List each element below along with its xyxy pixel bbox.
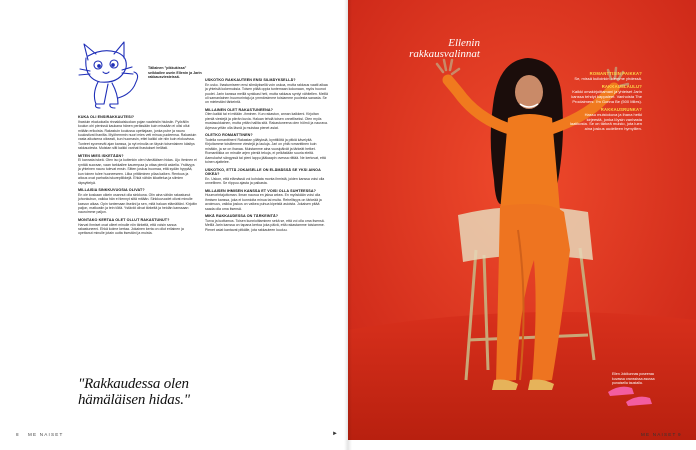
sketch-caption: Tällainen "pikkukissa" seikkailee usein Ellenin ja Jarin rakkausviesteissä. — [148, 66, 202, 80]
answer-paragraph: Harvat ihmiset ovat olleet minulle niin tärkeitä, että voisin sanoa rakastuneeni. Ehkä kolme kertaa. Jokainen kerta on ollut erilainen ja opettanut minulle jotain uutta itsestäni ja muista. — [78, 222, 184, 236]
magazine-name-left: ME NAISET — [28, 432, 64, 437]
sidebar-title: RAKKAUSRUNKA? — [600, 107, 642, 113]
headline-line-1: Ellenin — [448, 37, 480, 49]
question-heading: KUKA OLI ENSIRAKKAUTESI? — [78, 115, 135, 119]
sidebar-title: ROMANTTISIN PAIKKA? — [589, 71, 642, 76]
sidebar-text: Se, missä kulloinkin olemme yhdessä. — [574, 75, 642, 81]
question-heading: MITEN MIES ISKETÄÄN? — [78, 153, 124, 158]
sidebar-favourites — [568, 72, 642, 132]
headline-line-2: rakkausvalinnat — [409, 48, 480, 60]
answer-paragraph: En ole koskaan oikein osannut olla sinkkuna. Olin aina vähän rakastunut johonkuhun, vaikka hän ei tiennyt siitä mitään. Sinkkuvuodet olivat minulle kasvun aikaa. Opin tuntemaan itseäni ja sen, mitä haluan elämältäni. Kirjoitin paljon, matkustin ja tein töitä. Ystävät olivat tärkeitä ja heidän kanssaan nauroimme paljon. — [78, 192, 198, 215]
question-heading: MILLAISIA SINKKUVUOSIA OLIVAT? — [78, 188, 145, 193]
article-column-1 — [78, 115, 198, 236]
question-heading: MILLAINEN OLET RAKASTUNEENA? — [205, 107, 273, 112]
sidebar-text: Hassu muistokuva ja ihana hetki kirjeestä, jonka löysin vanhasta laatikosta. Se on tärkeä muisto, jota luen aina joskus uudelleen hymyillen. — [569, 111, 642, 132]
question-heading: MONTAKO KERTAA OLET OLLUT RAKASTUNUT? — [78, 217, 170, 222]
page-gutter — [344, 0, 352, 450]
question-heading: MILLAISEN IHMISEN KANSSA ET VOISI OLLA SUHTEESSA? — [205, 188, 316, 193]
question-heading: MIKÄ RAKKAUDESSA ON TÄRKEINTÄ? — [205, 214, 279, 219]
question-heading: USKOTKO, ETTÄ JOKAISELLE ON ELÄMÄSSÄ SE YKSI AINOA OIKEA? — [205, 167, 321, 177]
page-number-left: 8 — [16, 432, 20, 437]
magazine-name-right: ME NAISET — [641, 432, 677, 437]
article-column-2 — [205, 78, 328, 232]
headline — [400, 38, 480, 60]
question-heading: OLETKO ROMANTTINEN? — [205, 133, 253, 138]
answer-paragraph: En usko. Ihastumiseen ensi silmäyksellä voin uskoa, mutta rakkaus vaatii aikaa ja yhteisiä kokemuksia. Toisen pitää oppia tuntemaan kokonaan, myös huonot puolet. Jarin kanssa meillä synkkasi heti, mutta rakkaus syntyi vähitellen. Meillä oli samanlainen huumorintaju ja ymmärsimme toisiamme puolesta sanasta. Se on mielestäni tärkeintä. — [205, 82, 328, 105]
photo-caption: Ellen Jokikunnas poseeraa kuvassa oranssissa asussa punaisella taustalla. — [612, 372, 655, 385]
cat-doodle-icon — [74, 38, 144, 110]
answer-paragraph: Olen kaikki tai ei mitään -ihminen. Kun rakastun, annan kaikkeni. Kirjoitan pieniä viestejä ja piirrän kuvia. Haluan tehdä toisen onnelliseksi. Olen myös mustasukkainen, mutta yritän hallita sitä. Rakastuneena olen hölmö ja naurava. Arjessa yritän olla läsnä ja muistaa pienet asiat. — [205, 112, 328, 130]
answer-paragraph: Ei kannata iskeä. Olen iso ja kuitenkin olen hämäläisen hidas. Ujo ihminen ei ryntää suoraan, vaan tarkkailee kauempaa ja ottaa pieniä askelia. Ystävyys ja yhteinen nauru tulevat ensin. Sitten joskus huomaa, että sydän hyppää, kun toinen tulee huoneeseen. Liika yrittäminen pilaa kaiken. Rentous ja aitous ovat parhaita iskurepliikkejä. Ehkä vähän kikattelua ja silmien räpsyttelyä. — [78, 158, 197, 185]
answer-paragraph: Ihastuin ekaluokalla rinnakkaisluokan pojan vaaleisiin hiuksiin. Pyöräilin koulun ohi pienissä kaukana hänen perässään kuin missään ei olisi ollut mitään erikoista. Rakastuin koulussa opettajaan, jonka puhe ja nauru kuulostivat ihanilta. Myöhemmin nuori mies veti minua puoleensa. Rakastuin vasta aikuisena oikeasti, kun huomasin, ettei kaikki ole niin kuin elokuvissa. Tunteet syvenevät ajan kanssa, ja nyt minulla on täysin toisenlainen käsitys rakkaudesta. Muistan silti kaikki vanhat ihastukset hellästi. — [78, 119, 197, 151]
sidebar-title: RAKKAUSLAULU? — [601, 84, 642, 90]
page-number-right: 9 — [678, 432, 682, 437]
answer-paragraph: Huumorintajuttoman. Ilman naurua en jaksa arkea. En myöskään voisi olla ihmisen kanssa, joka ei kunnioita minua tai muita. Rehellisyys on tärkeää ja avoimuus, vaikka joskus on vaikea puhua kipeistä asioista. Jokaisen pitää saada olla oma itsensä. — [205, 193, 322, 211]
answer-paragraph: En. Uskon, että elämässä voi kohdata monta ihmistä, joiden kanssa voisi olla onnellinen. Se riippuu ajasta ja paikasta. — [205, 176, 325, 186]
sidebar-text: Kaikki omakirjoittamani ja yhteiset Jarin kanssa tehdyt kappaleet. Vanhoista The Proclaimers: I'm Gonna Be (500 Miles). — [571, 89, 642, 104]
continue-arrow-icon: ► — [332, 431, 338, 437]
answer-paragraph: Todella romanttinen! Rakastan yllätyksiä, kynttilöitä ja pitkiä kävelyitä. Kirjoitamme toisillemme viestejä ja lauluja. Jari on yhtä romanttinen kuin minäkin, ja se on ihanaa. Muistamme aina vuosipäivät ja tärkeät hetket. Romantiikka on minulle arjen pieniä tekoja, ei pelkästään suuria eleitä. Aamukahvi sängyssä tai pieni lappu jääkaapin ovessa riittää. Ne kertovat, että toinen ajattelee. — [205, 137, 326, 165]
answer-paragraph: Turva ja luottamus. Toisen kunnioittaminen sekä se, että voi olla oma itsensä. Meillä Jarin kanssa on tapana kertoa joka päivä, että rakastamme toisiamme. Pienet asiat kantavat pitkälle, jota rakkauteen kuuluu. — [205, 218, 325, 232]
question-heading: USKOTKO RAKKAUTEEN ENSI SILMÄYKSELLÄ? — [205, 78, 296, 82]
pull-quote: "Rakkaudessa olen hämäläisen hidas." — [78, 376, 190, 408]
